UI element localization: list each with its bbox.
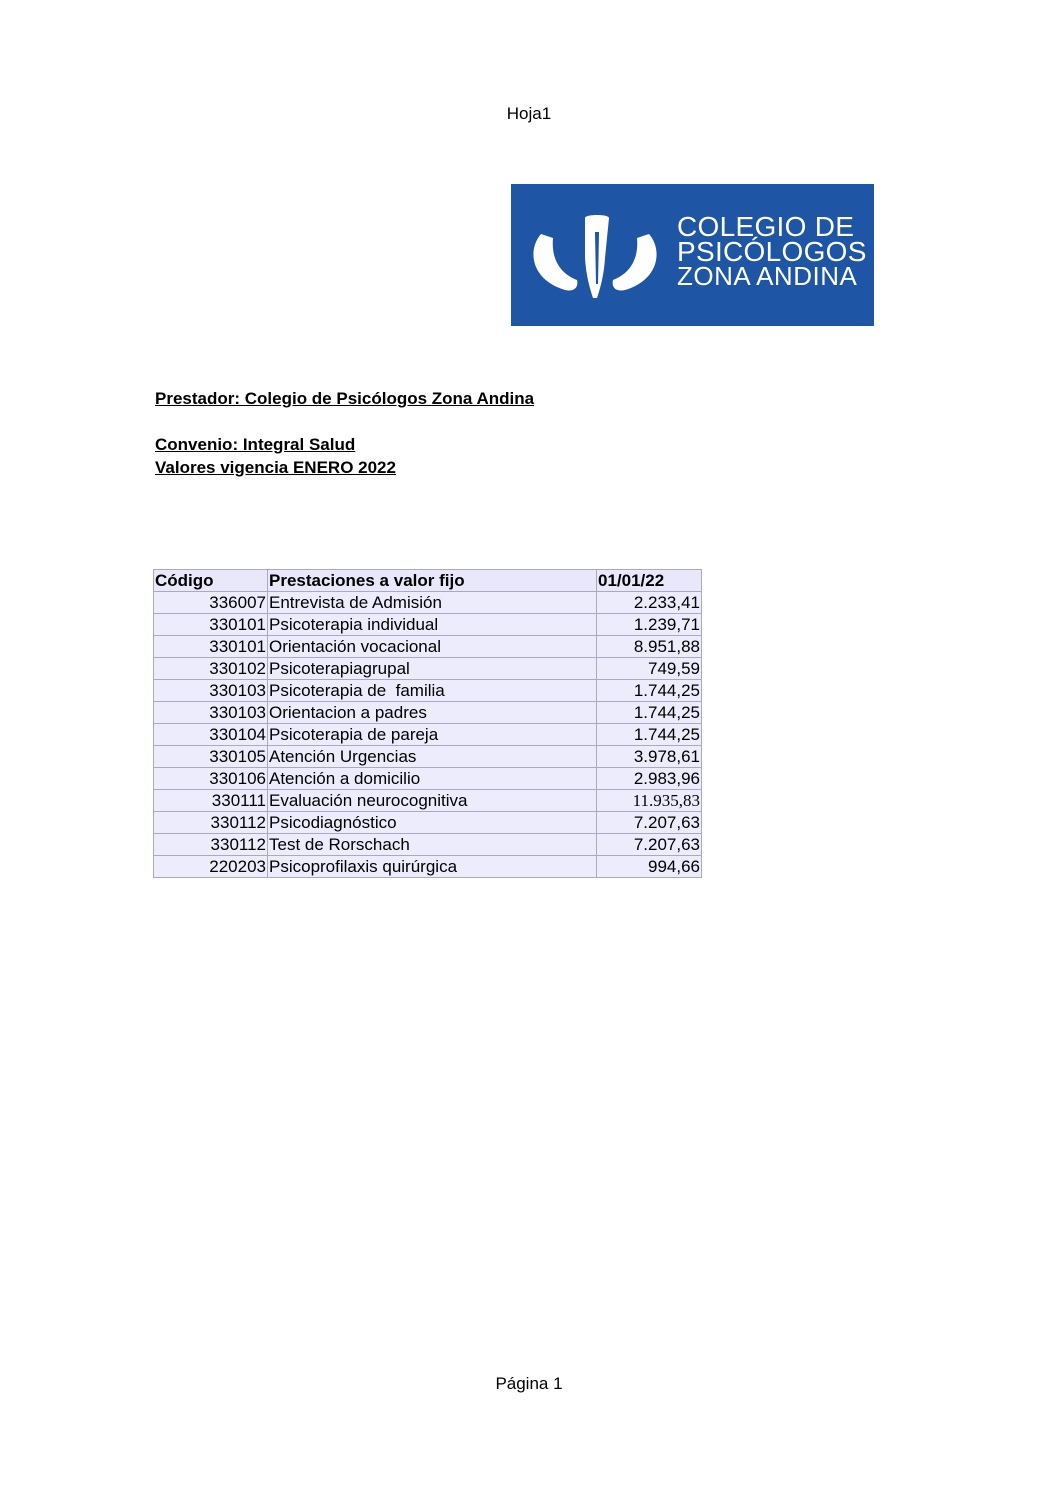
- cell-code: 330102: [154, 658, 268, 680]
- table-row: [154, 834, 702, 856]
- cell-value: 3.978,61: [597, 746, 702, 768]
- table-row: [154, 724, 702, 746]
- cell-value: 1.239,71: [597, 614, 702, 636]
- header-description: Prestaciones a valor fijo: [268, 570, 597, 592]
- cell-code: 336007: [154, 592, 268, 614]
- cell-description: Atención a domicilio: [268, 768, 597, 790]
- cell-value: 7.207,63: [597, 834, 702, 856]
- agreement-heading: Convenio: Integral Salud: [155, 435, 356, 454]
- validity-heading: Valores vigencia ENERO 2022: [155, 458, 396, 477]
- table-row: [154, 702, 702, 724]
- cell-description: Entrevista de Admisión: [268, 592, 597, 614]
- cell-code: 330111: [154, 790, 268, 812]
- cell-value: 2.983,96: [597, 768, 702, 790]
- table-row: [154, 790, 702, 812]
- logo: [511, 184, 874, 326]
- page-footer: Página 1: [495, 1374, 563, 1393]
- cell-description: Orientación vocacional: [268, 636, 597, 658]
- table-row: [154, 812, 702, 834]
- psi-symbol-icon: [525, 214, 665, 298]
- table-row: [154, 636, 702, 658]
- cell-value: 994,66: [597, 856, 702, 878]
- cell-description: Psicodiagnóstico: [268, 812, 597, 834]
- cell-code: 330106: [154, 768, 268, 790]
- cell-code: 330103: [154, 702, 268, 724]
- cell-value: 1.744,25: [597, 702, 702, 724]
- logo-line-3: ZONA ANDINA: [677, 261, 858, 291]
- cell-code: 330101: [154, 636, 268, 658]
- cell-description: Psicoterapia individual: [268, 614, 597, 636]
- cell-code: 330101: [154, 614, 268, 636]
- table-row: [154, 856, 702, 878]
- cell-description: Psicoterapiagrupal: [268, 658, 597, 680]
- cell-code: 330112: [154, 834, 268, 856]
- table-row: [154, 592, 702, 614]
- table-row: [154, 768, 702, 790]
- table-row: [154, 746, 702, 768]
- cell-description: Psicoprofilaxis quirúrgica: [268, 856, 597, 878]
- cell-code: 220203: [154, 856, 268, 878]
- header-value: 01/01/22: [597, 570, 702, 592]
- cell-code: 330112: [154, 812, 268, 834]
- cell-description: Evaluación neurocognitiva: [268, 790, 597, 812]
- header-code: Código: [154, 570, 268, 592]
- logo-line-1: COLEGIO DE: [677, 211, 855, 242]
- cell-value: 8.951,88: [597, 636, 702, 658]
- cell-value: 749,59: [597, 658, 702, 680]
- cell-description: Orientacion a padres: [268, 702, 597, 724]
- cell-code: 330105: [154, 746, 268, 768]
- logo-line-2: PSICÓLOGOS: [677, 236, 867, 267]
- rates-table: [153, 569, 702, 878]
- cell-value: 1.744,25: [597, 680, 702, 702]
- table-row: [154, 658, 702, 680]
- cell-value: 1.744,25: [597, 724, 702, 746]
- table-row: [154, 614, 702, 636]
- cell-value: 2.233,41: [597, 592, 702, 614]
- cell-description: Test de Rorschach: [268, 834, 597, 856]
- provider-heading: Prestador: Colegio de Psicólogos Zona Andina: [155, 389, 535, 408]
- sheet-name: Hoja1: [506, 104, 552, 123]
- table-row: [154, 680, 702, 702]
- cell-description: Atención Urgencias: [268, 746, 597, 768]
- cell-description: Psicoterapia de pareja: [268, 724, 597, 746]
- cell-value: 11.935,83: [597, 790, 702, 812]
- cell-code: 330104: [154, 724, 268, 746]
- cell-value: 7.207,63: [597, 812, 702, 834]
- cell-description: Psicoterapia de familia: [268, 680, 597, 702]
- cell-code: 330103: [154, 680, 268, 702]
- table-header-row: [154, 570, 702, 592]
